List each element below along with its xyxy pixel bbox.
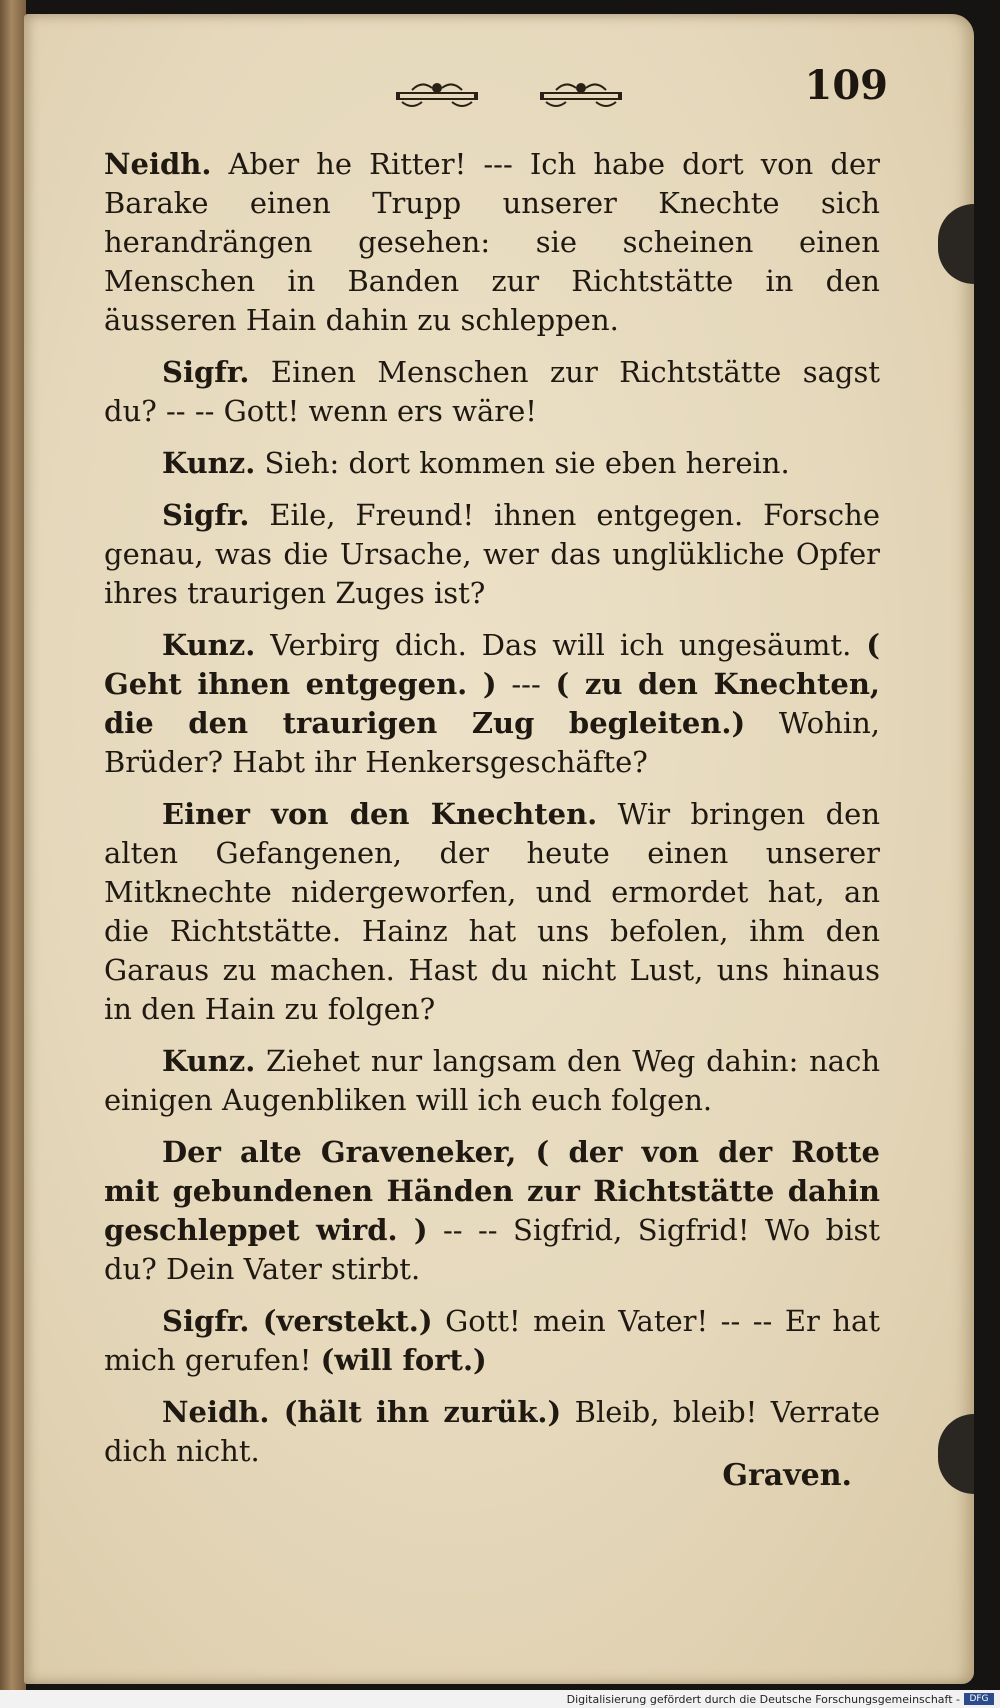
speaker: Kunz.: [162, 446, 256, 480]
paragraph-3: [104, 444, 880, 483]
paragraph-7: [104, 1042, 880, 1120]
paragraph-6: [104, 795, 880, 1029]
stage-direction: (hält ihn zurük.): [269, 1395, 562, 1429]
speech: Gott! mein Vater! -- -- Er hat mich gerufen!: [104, 1304, 880, 1377]
dialogue-text: [104, 145, 880, 1484]
speaker: Kunz.: [162, 628, 256, 662]
paragraph-4: [104, 496, 880, 613]
speech: Wohin, Brüder? Habt ihr Henkersgeschäfte?: [104, 706, 880, 779]
paragraph-9: [104, 1302, 880, 1380]
speech: Verbirg dich. Das will ich ungesäumt.: [255, 628, 867, 662]
stage-direction: ( Geht ihnen entgegen. ): [104, 628, 880, 701]
speaker: Neidh.: [104, 147, 212, 181]
catchword: Graven.: [722, 1458, 852, 1493]
speaker: Sigfr.: [162, 498, 250, 532]
header-ornament-right: [536, 78, 626, 114]
previous-page-edge: [0, 0, 26, 1690]
speaker: Neidh.: [162, 1395, 270, 1429]
speaker: Einer von den Knechten.: [162, 797, 598, 831]
paragraph-1: [104, 145, 880, 340]
digitization-footer: [0, 1690, 1000, 1708]
speech: Aber he Ritter! --- Ich habe dort von der Barake einen Trupp unserer Knechte sich herandrängen gesehen: sie scheinen einen Menschen in Banden zur Richtstätte in den äusseren Hain dahin zu schleppen.: [104, 147, 880, 337]
speaker: Der alte Graveneker,: [162, 1135, 517, 1169]
header-ornament-left: [392, 78, 482, 114]
speech: Sieh: dort kommen sie eben herein.: [255, 446, 790, 480]
dfg-logo-icon: DFG: [964, 1693, 994, 1705]
speech: Wir bringen den alten Gefangenen, der heute einen unserer Mitknechte nidergeworfen, und ermordet hat, an die Richtstätte. Hainz hat uns befolen, ihm den Garaus zu machen. Hast du nicht Lust, uns hinaus in den Hain zu folgen?: [104, 797, 881, 1026]
paragraph-5: [104, 626, 880, 782]
speech: Bleib, bleib! Verrate dich nicht.: [104, 1395, 881, 1468]
speech: ---: [496, 667, 556, 701]
stage-direction: ( der von der Rotte mit gebundenen Händen zur Richtstätte dahin geschleppet wird. ): [104, 1135, 880, 1247]
speech: -- -- Sigfrid, Sigfrid! Wo bist du? Dein Vater stirbt.: [104, 1213, 880, 1286]
speech: Ziehet nur langsam den Weg dahin: nach einigen Augenbliken will ich euch folgen.: [104, 1044, 880, 1117]
stage-direction: (will fort.): [320, 1343, 487, 1377]
page-clip-bottom: [938, 1414, 974, 1494]
speaker: Sigfr.: [162, 1304, 250, 1338]
paragraph-2: [104, 353, 880, 431]
stage-direction: (verstekt.): [249, 1304, 433, 1338]
stage-direction: ( zu den Knechten, die den traurigen Zug begleiten.): [104, 667, 880, 740]
speaker: Sigfr.: [162, 355, 250, 389]
page-number: 109: [804, 62, 888, 109]
page-clip-top: [938, 204, 974, 284]
footer-credit: Digitalisierung gefördert durch die Deutsche Forschungsgemeinschaft -: [566, 1693, 960, 1706]
speaker: Kunz.: [162, 1044, 256, 1078]
speech: Eile, Freund! ihnen entgegen. Forsche genau, was die Ursache, wer das unglükliche Opfer ihres traurigen Zuges ist?: [104, 498, 880, 610]
paragraph-8: [104, 1133, 880, 1289]
speech: Einen Menschen zur Richtstätte sagst du? -- -- Gott! wenn ers wäre!: [104, 355, 880, 428]
